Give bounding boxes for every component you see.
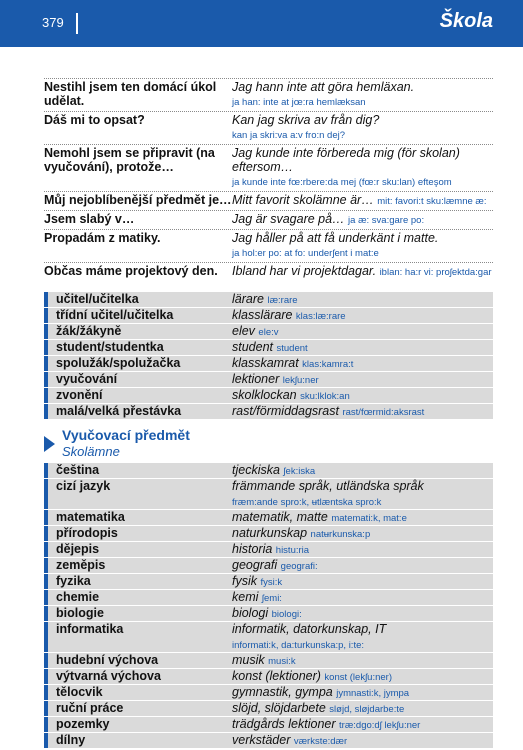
header-divider <box>76 13 78 34</box>
vocab-pronunciation: informati:k, da:turkunska:p, i:te: <box>232 640 365 651</box>
vocab-czech: zvonění <box>56 388 103 402</box>
phrase-swedish <box>232 80 493 110</box>
vocab-swedish <box>232 324 493 339</box>
vocab-swedish <box>232 606 493 621</box>
vocab-swedish-text: trädgårds lektioner <box>232 717 336 731</box>
vocab-row <box>44 574 493 590</box>
phrase-pronunciation: ja kunde inte fœ:rbere:da mej (fœ:r sku:lan) efteşom <box>232 177 452 188</box>
vocab-swedish-text: kemi <box>232 590 259 604</box>
section-subtitle: Skolämne <box>62 444 120 459</box>
vocab-swedish-text: främmande språk, utländska språk <box>232 479 424 493</box>
vocab-row <box>44 479 493 510</box>
vocab-swedish <box>232 404 493 419</box>
vocab-czech: biologie <box>56 606 104 620</box>
vocab-czech: pozemky <box>56 717 110 731</box>
vocab-swedish <box>232 717 493 732</box>
vocab-swedish-text: gymnastik, gympa <box>232 685 333 699</box>
vocab-czech: malá/velká přestávka <box>56 404 182 418</box>
vocab-swedish <box>232 542 493 557</box>
vocab-row <box>44 669 493 685</box>
phrase-swedish-text: Jag är svagare på… <box>232 212 345 226</box>
phrase-swedish-text: Mitt favorit skolämne är… <box>232 193 374 207</box>
phrase-swedish-text: Jag hann inte att göra hemläxan. <box>232 80 415 94</box>
vocab-czech: žák/žákyně <box>56 324 122 338</box>
phrase-list <box>44 78 493 281</box>
phrase-swedish <box>232 212 493 228</box>
vocab-swedish <box>232 574 493 589</box>
vocab-swedish-text: naturkunskap <box>232 526 308 540</box>
phrase-swedish <box>232 113 493 143</box>
vocab-swedish <box>232 701 493 716</box>
vocab-czech: učitel/učitelka <box>56 292 139 306</box>
vocab-swedish <box>232 622 493 652</box>
vocab-pronunciation: ele:v <box>258 327 279 338</box>
vocab-swedish <box>232 479 493 509</box>
vocab-pronunciation: ʃemi: <box>261 593 282 604</box>
vocab-czech: hudební výchova <box>56 653 159 667</box>
phrase-czech: Nemohl jsem se připravit (na vyučování), protože… <box>44 146 215 174</box>
vocab-swedish-text: rast/förmiddagsrast <box>232 404 339 418</box>
phrase-swedish-text: Jag håller på att få underkänt i matte. <box>232 231 439 245</box>
vocab-swedish <box>232 685 493 700</box>
vocab-row <box>44 717 493 733</box>
vocab-swedish-text: skolklockan <box>232 388 297 402</box>
vocab-row <box>44 372 493 388</box>
vocab-pronunciation: sløjd, sløjdarbe:te <box>329 704 405 715</box>
vocab-czech: student/studentka <box>56 340 164 354</box>
phrase-row <box>44 144 493 191</box>
vocab-swedish-text: matematik, matte <box>232 510 328 524</box>
vocab-pronunciation: histu:ria <box>275 545 310 556</box>
vocab-czech: matematika <box>56 510 125 524</box>
vocab-row <box>44 356 493 372</box>
vocab-swedish <box>232 308 493 323</box>
vocab-swedish-text: biologi <box>232 606 269 620</box>
phrase-czech: Dáš mi to opsat? <box>44 113 145 127</box>
vocab-pronunciation: student <box>276 343 308 354</box>
page-header <box>0 0 523 47</box>
vocab-czech: ruční práce <box>56 701 124 715</box>
phrase-pronunciation: mit: favori:t sku:læmne æ: <box>377 196 487 207</box>
vocab-swedish <box>232 372 493 387</box>
phrase-row <box>44 78 493 111</box>
vocab-swedish-text: lektioner <box>232 372 280 386</box>
vocab-czech: přírodopis <box>56 526 118 540</box>
vocab-row <box>44 701 493 717</box>
vocab-czech: fyzika <box>56 574 91 588</box>
vocab-swedish <box>232 388 493 403</box>
vocab-row <box>44 590 493 606</box>
vocab-pronunciation: træ:dgo:dʃ lekʃu:ner <box>339 720 421 731</box>
vocab-swedish-text: student <box>232 340 274 354</box>
vocab-row <box>44 526 493 542</box>
vocab-czech: výtvarná výchova <box>56 669 161 683</box>
vocab-swedish-text: konst (lektioner) <box>232 669 321 683</box>
vocab-swedish <box>232 463 493 478</box>
vocab-pronunciation: klas:kamra:t <box>302 359 354 370</box>
phrase-row <box>44 210 493 229</box>
vocab-swedish <box>232 526 493 541</box>
vocab-pronunciation: ʃek:iska <box>283 466 316 477</box>
vocab-swedish-text: geografi <box>232 558 278 572</box>
vocab-pronunciation: klas:læ:rare <box>295 311 346 322</box>
vocab-czech: spolužák/spolužačka <box>56 356 181 370</box>
phrase-pronunciation: ja hol:er po: at fo: underʃent i mat:e <box>232 248 379 259</box>
vocab-row <box>44 324 493 340</box>
vocab-czech: informatika <box>56 622 124 636</box>
phrase-row <box>44 229 493 262</box>
vocab-swedish <box>232 653 493 668</box>
vocab-swedish-text: elev <box>232 324 255 338</box>
vocab-czech: dějepis <box>56 542 100 556</box>
vocab-pronunciation: natʉrkunska:p <box>310 529 371 540</box>
phrase-pronunciation: ja æ: sva:gare po: <box>348 215 425 226</box>
phrase-pronunciation: kan ja skri:va a:v fro:n dej? <box>232 130 345 141</box>
page-number: 379 <box>42 15 64 30</box>
vocab-swedish-text: verkstäder <box>232 733 291 747</box>
vocab-swedish-text: lärare <box>232 292 264 306</box>
vocab-row <box>44 510 493 526</box>
vocab-row <box>44 733 493 749</box>
phrase-swedish <box>232 231 493 261</box>
vocab-swedish-text: historia <box>232 542 273 556</box>
vocab-pronunciation: sku:lklok:an <box>300 391 350 402</box>
vocab-row <box>44 606 493 622</box>
vocab-czech: zeměpis <box>56 558 106 572</box>
vocab-pronunciation: fræm:ande spro:k, ʉtlæntska spro:k <box>232 497 382 508</box>
vocab-row <box>44 622 493 653</box>
phrase-czech: Propadám z matiky. <box>44 231 161 245</box>
vocab-pronunciation: fysi:k <box>260 577 283 588</box>
vocab-czech: třídní učitel/učitelka <box>56 308 174 322</box>
vocab-swedish <box>232 733 493 748</box>
phrase-swedish-text: Ibland har vi projektdagar. <box>232 264 377 278</box>
phrase-czech: Můj nejoblíbenější předmět je… <box>44 193 232 207</box>
vocab-swedish-text: informatik, datorkunskap, IT <box>232 622 387 636</box>
vocab-swedish-text: tjeckiska <box>232 463 280 477</box>
vocab-czech: cizí jazyk <box>56 479 111 493</box>
vocab-row <box>44 404 493 420</box>
phrase-swedish <box>232 264 493 280</box>
vocab-row <box>44 558 493 574</box>
phrase-czech: Nestihl jsem ten domácí úkol udělat. <box>44 80 217 108</box>
phrase-swedish <box>232 193 493 209</box>
chapter-title: Škola <box>439 10 493 32</box>
vocab-pronunciation: rast/fœrmid:aksrast <box>342 407 425 418</box>
vocab-pronunciation: læ:rare <box>267 295 298 306</box>
vocab-czech: tělocvik <box>56 685 103 699</box>
vocab-swedish <box>232 356 493 371</box>
phrase-swedish-text: Jag kunde inte förbereda mig (för skolan) eftersom… <box>232 146 460 174</box>
phrase-swedish-text: Kan jag skriva av från dig? <box>232 113 380 127</box>
vocab-pronunciation: geografi: <box>280 561 318 572</box>
phrase-czech: Jsem slabý v… <box>44 212 135 226</box>
vocab-row <box>44 685 493 701</box>
vocab-pronunciation: matemati:k, mat:e <box>331 513 407 524</box>
vocab-swedish-text: musik <box>232 653 265 667</box>
phrase-row <box>44 262 493 281</box>
vocab-swedish <box>232 669 493 684</box>
vocab-czech: chemie <box>56 590 100 604</box>
vocab-pronunciation: lekʃu:ner <box>282 375 319 386</box>
vocab-pronunciation: musi:k <box>268 656 296 667</box>
vocab-swedish-text: fysik <box>232 574 257 588</box>
vocab-swedish <box>232 558 493 573</box>
phrase-row <box>44 191 493 210</box>
vocab-swedish <box>232 292 493 307</box>
phrase-row <box>44 111 493 144</box>
vocab-pronunciation: konst (lekʃu:ner) <box>324 672 393 683</box>
vocab-row <box>44 463 493 479</box>
vocab-table-subjects <box>44 463 493 749</box>
vocab-swedish <box>232 340 493 355</box>
vocab-swedish-text: klasslärare <box>232 308 293 322</box>
vocab-row <box>44 292 493 308</box>
vocab-swedish-text: klasskamrat <box>232 356 299 370</box>
vocab-swedish <box>232 590 493 605</box>
phrase-czech: Občas máme projektový den. <box>44 264 218 278</box>
phrase-pronunciation: iblan: ha:r vi: proʃektda:gar <box>379 267 492 278</box>
vocab-czech: dílny <box>56 733 86 747</box>
vocab-row <box>44 388 493 404</box>
phrase-pronunciation: ja han: inte at jœ:ra hemlæksan <box>232 97 366 108</box>
section-arrow-icon <box>44 436 55 452</box>
vocab-row <box>44 542 493 558</box>
phrase-swedish <box>232 146 493 190</box>
vocab-pronunciation: værkste:dær <box>293 736 348 747</box>
vocab-czech: vyučování <box>56 372 118 386</box>
vocab-swedish-text: slöjd, slöjdarbete <box>232 701 326 715</box>
vocab-pronunciation: jymnasti:k, jympa <box>336 688 410 699</box>
vocab-table-school-people <box>44 292 493 420</box>
section-title: Vyučovací předmět <box>62 427 190 443</box>
vocab-row <box>44 653 493 669</box>
vocab-row <box>44 340 493 356</box>
vocab-czech: čeština <box>56 463 100 477</box>
vocab-swedish <box>232 510 493 525</box>
vocab-pronunciation: biologi: <box>271 609 302 620</box>
vocab-row <box>44 308 493 324</box>
